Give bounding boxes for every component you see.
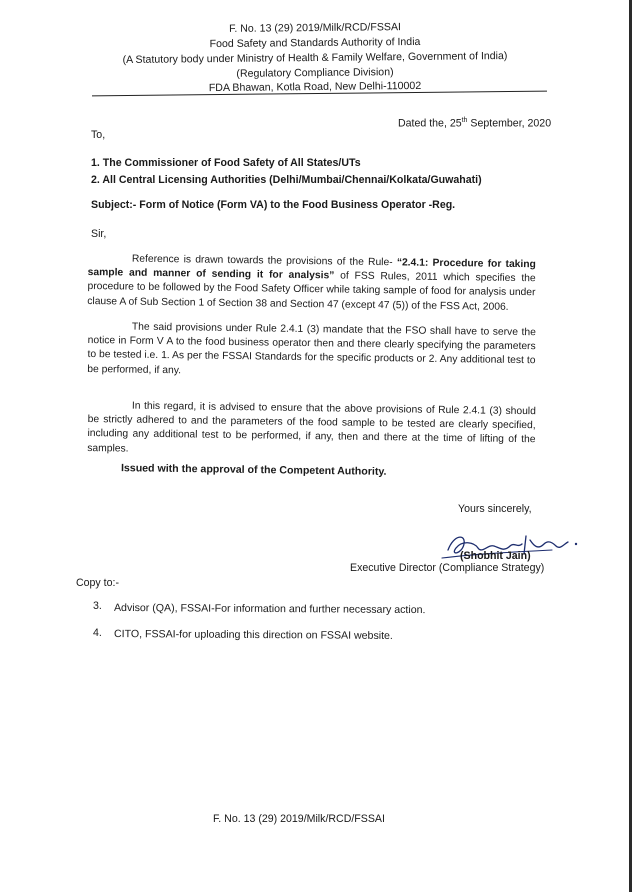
- to-label: To,: [91, 129, 106, 141]
- paragraph-provisions: The said provisions under Rule 2.4.1 (3) mandate that the FSO shall have to serve the notice in Form V A to the food business operator then and there clearly specifying the parameters to be tested i.e. 1. As per the FSSAI Standards for the specific products or 2. Any additional test to be performed, if any.: [87, 321, 536, 376]
- addressee-1: 1. The Commissioner of Food Safety of All States/UTs: [91, 157, 361, 169]
- header-statutory: (A Statutory body under Ministry of Health & Family Welfare, Government of India): [122, 49, 508, 67]
- header-division: (Regulatory Compliance Division): [236, 66, 394, 80]
- paragraph-advice: In this regard, it is advised to ensure that the above provisions of Rule 2.4.1 (3) should be strictly adhered to and the parameters of the food sample to be tested are clearly specified, including any additional test to be performed, if any, then and there at the time of lifting of the samples.: [87, 400, 536, 455]
- copy-item-text: Advisor (QA), FSSAI-For information and further necessary action.: [113, 601, 426, 617]
- header-org: Food Safety and Standards Authority of India: [209, 35, 421, 51]
- copy-item-text: CITO, FSSAI-for uploading this direction on FSSAI website.: [113, 628, 393, 642]
- signatory-designation: Executive Director (Compliance Strategy): [350, 562, 545, 574]
- addressee-2: 2. All Central Licensing Authorities (Delhi/Mumbai/Chennai/Kolkata/Guwahati): [91, 174, 482, 186]
- copy-item-num: 4.: [93, 627, 102, 639]
- letter-date: Dated the, 25th September, 2020: [398, 117, 552, 130]
- paragraph-reference: Reference is drawn towards the provisions of the Rule- “2.4.1: Procedure for taking sample and manner of sending it for analysis” of FSS Rules, 2011 which specifies the procedure to be followed by the Food Safety Officer while taking sample of food for analysis under clause A of Sub Section 1 of Section 38 and Section 47 (except 47 (5)) of the FSS Act, 2006.: [87, 253, 536, 313]
- header-file-no: F. No. 13 (29) 2019/Milk/RCD/FSSAI: [228, 21, 402, 35]
- closing: Yours sincerely,: [458, 503, 532, 515]
- salutation: Sir,: [91, 228, 107, 240]
- copy-item-num: 3.: [93, 600, 102, 612]
- footer-file-no: F. No. 13 (29) 2019/Milk/RCD/FSSAI: [213, 813, 385, 825]
- copy-to-label: Copy to:-: [76, 577, 119, 589]
- header-address: FDA Bhawan, Kotla Road, New Delhi-110002: [208, 79, 422, 95]
- subject-line: Subject:- Form of Notice (Form VA) to the Food Business Operator -Reg.: [91, 199, 456, 211]
- approval-note: Issued with the approval of the Competent Authority.: [120, 462, 387, 478]
- signatory-name: (Shobhit Jain): [460, 550, 531, 562]
